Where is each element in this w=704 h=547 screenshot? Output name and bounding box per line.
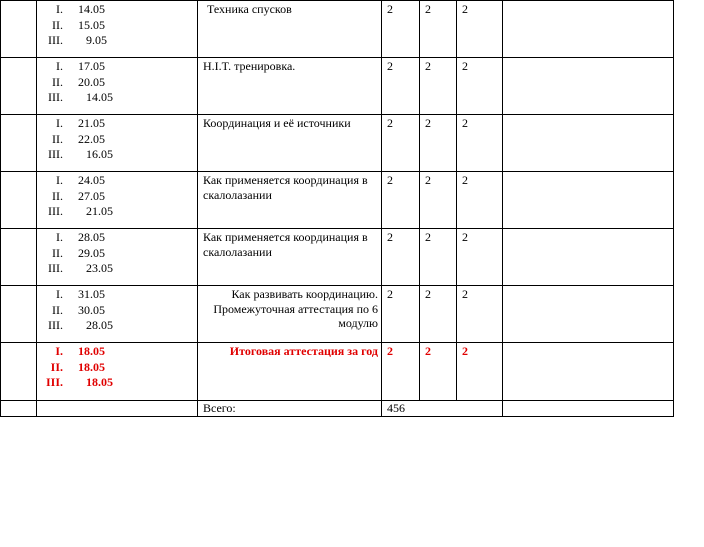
hours-3: 2 <box>462 230 468 244</box>
date-3: 21.05 <box>86 204 113 218</box>
date-3: 28.05 <box>86 318 113 332</box>
date-3: 18.05 <box>86 375 113 389</box>
hours-1: 2 <box>387 173 393 187</box>
table-row <box>1 115 674 172</box>
lesson-topic: Как развивать координацию. Промежуточная аттестация по 6 модулю <box>213 287 378 330</box>
date-2: 15.05 <box>78 17 105 32</box>
dates-cell: I. 18.05 II. 18.05 III. 18.05 <box>37 343 198 401</box>
date-1: 18.05 <box>78 344 105 358</box>
hours-3: 2 <box>462 287 468 301</box>
hours-1: 2 <box>387 230 393 244</box>
dates-cell: I. 17.05 II. 20.05 III. 14.05 <box>37 58 198 115</box>
table-row <box>1 229 674 286</box>
hours-3: 2 <box>462 59 468 73</box>
dates-cell: I. 24.05 II. 27.05 III. 21.05 <box>37 172 198 229</box>
dates-cell: I. 21.05 II. 22.05 III. 16.05 <box>37 115 198 172</box>
date-2: 30.05 <box>78 302 105 317</box>
date-3: 9.05 <box>86 33 107 47</box>
date-2: 29.05 <box>78 245 105 260</box>
date-3: 23.05 <box>86 261 113 275</box>
hours-2: 2 <box>425 2 431 16</box>
hours-1: 2 <box>387 287 393 301</box>
total-label: Всего: <box>203 401 236 415</box>
table-row <box>1 286 674 343</box>
total-value: 456 <box>387 401 405 415</box>
date-2: 18.05 <box>78 359 105 374</box>
table-row <box>1 58 674 115</box>
hours-2: 2 <box>425 230 431 244</box>
hours-2: 2 <box>425 287 431 301</box>
hours-1: 2 <box>387 2 393 16</box>
table-row <box>1 1 674 58</box>
hours-3: 2 <box>462 173 468 187</box>
hours-3: 2 <box>462 2 468 16</box>
hours-1: 2 <box>387 344 393 358</box>
hours-2: 2 <box>425 116 431 130</box>
table-row <box>1 172 674 229</box>
hours-2: 2 <box>425 344 431 358</box>
hours-2: 2 <box>425 59 431 73</box>
hours-2: 2 <box>425 173 431 187</box>
date-1: 24.05 <box>78 173 105 187</box>
lesson-topic: Итоговая аттестация за год <box>229 344 378 358</box>
dates-cell: I. 14.05 II. 15.05 III. 9.05 <box>37 1 198 58</box>
date-3: 16.05 <box>86 147 113 161</box>
hours-1: 2 <box>387 116 393 130</box>
lesson-topic: Как применяется координация в скалолазании <box>203 230 368 259</box>
lesson-topic: H.I.T. тренировка. <box>203 59 296 73</box>
date-2: 22.05 <box>78 131 105 146</box>
table-row-final-attestation <box>1 343 674 401</box>
lesson-topic: Координация и её источники <box>203 116 351 130</box>
hours-3: 2 <box>462 344 468 358</box>
date-3: 14.05 <box>86 90 113 104</box>
date-1: 31.05 <box>78 287 105 301</box>
dates-cell: I. 31.05 II. 30.05 III. 28.05 <box>37 286 198 343</box>
hours-1: 2 <box>387 59 393 73</box>
date-1: 17.05 <box>78 59 105 73</box>
lesson-topic: Как применяется координация в скалолазании <box>203 173 368 202</box>
total-row <box>1 401 674 417</box>
date-1: 14.05 <box>78 2 105 16</box>
date-1: 28.05 <box>78 230 105 244</box>
hours-3: 2 <box>462 116 468 130</box>
date-2: 20.05 <box>78 74 105 89</box>
date-2: 27.05 <box>78 188 105 203</box>
lesson-topic: Техника спусков <box>207 2 292 16</box>
date-1: 21.05 <box>78 116 105 130</box>
dates-cell: I. 28.05 II. 29.05 III. 23.05 <box>37 229 198 286</box>
